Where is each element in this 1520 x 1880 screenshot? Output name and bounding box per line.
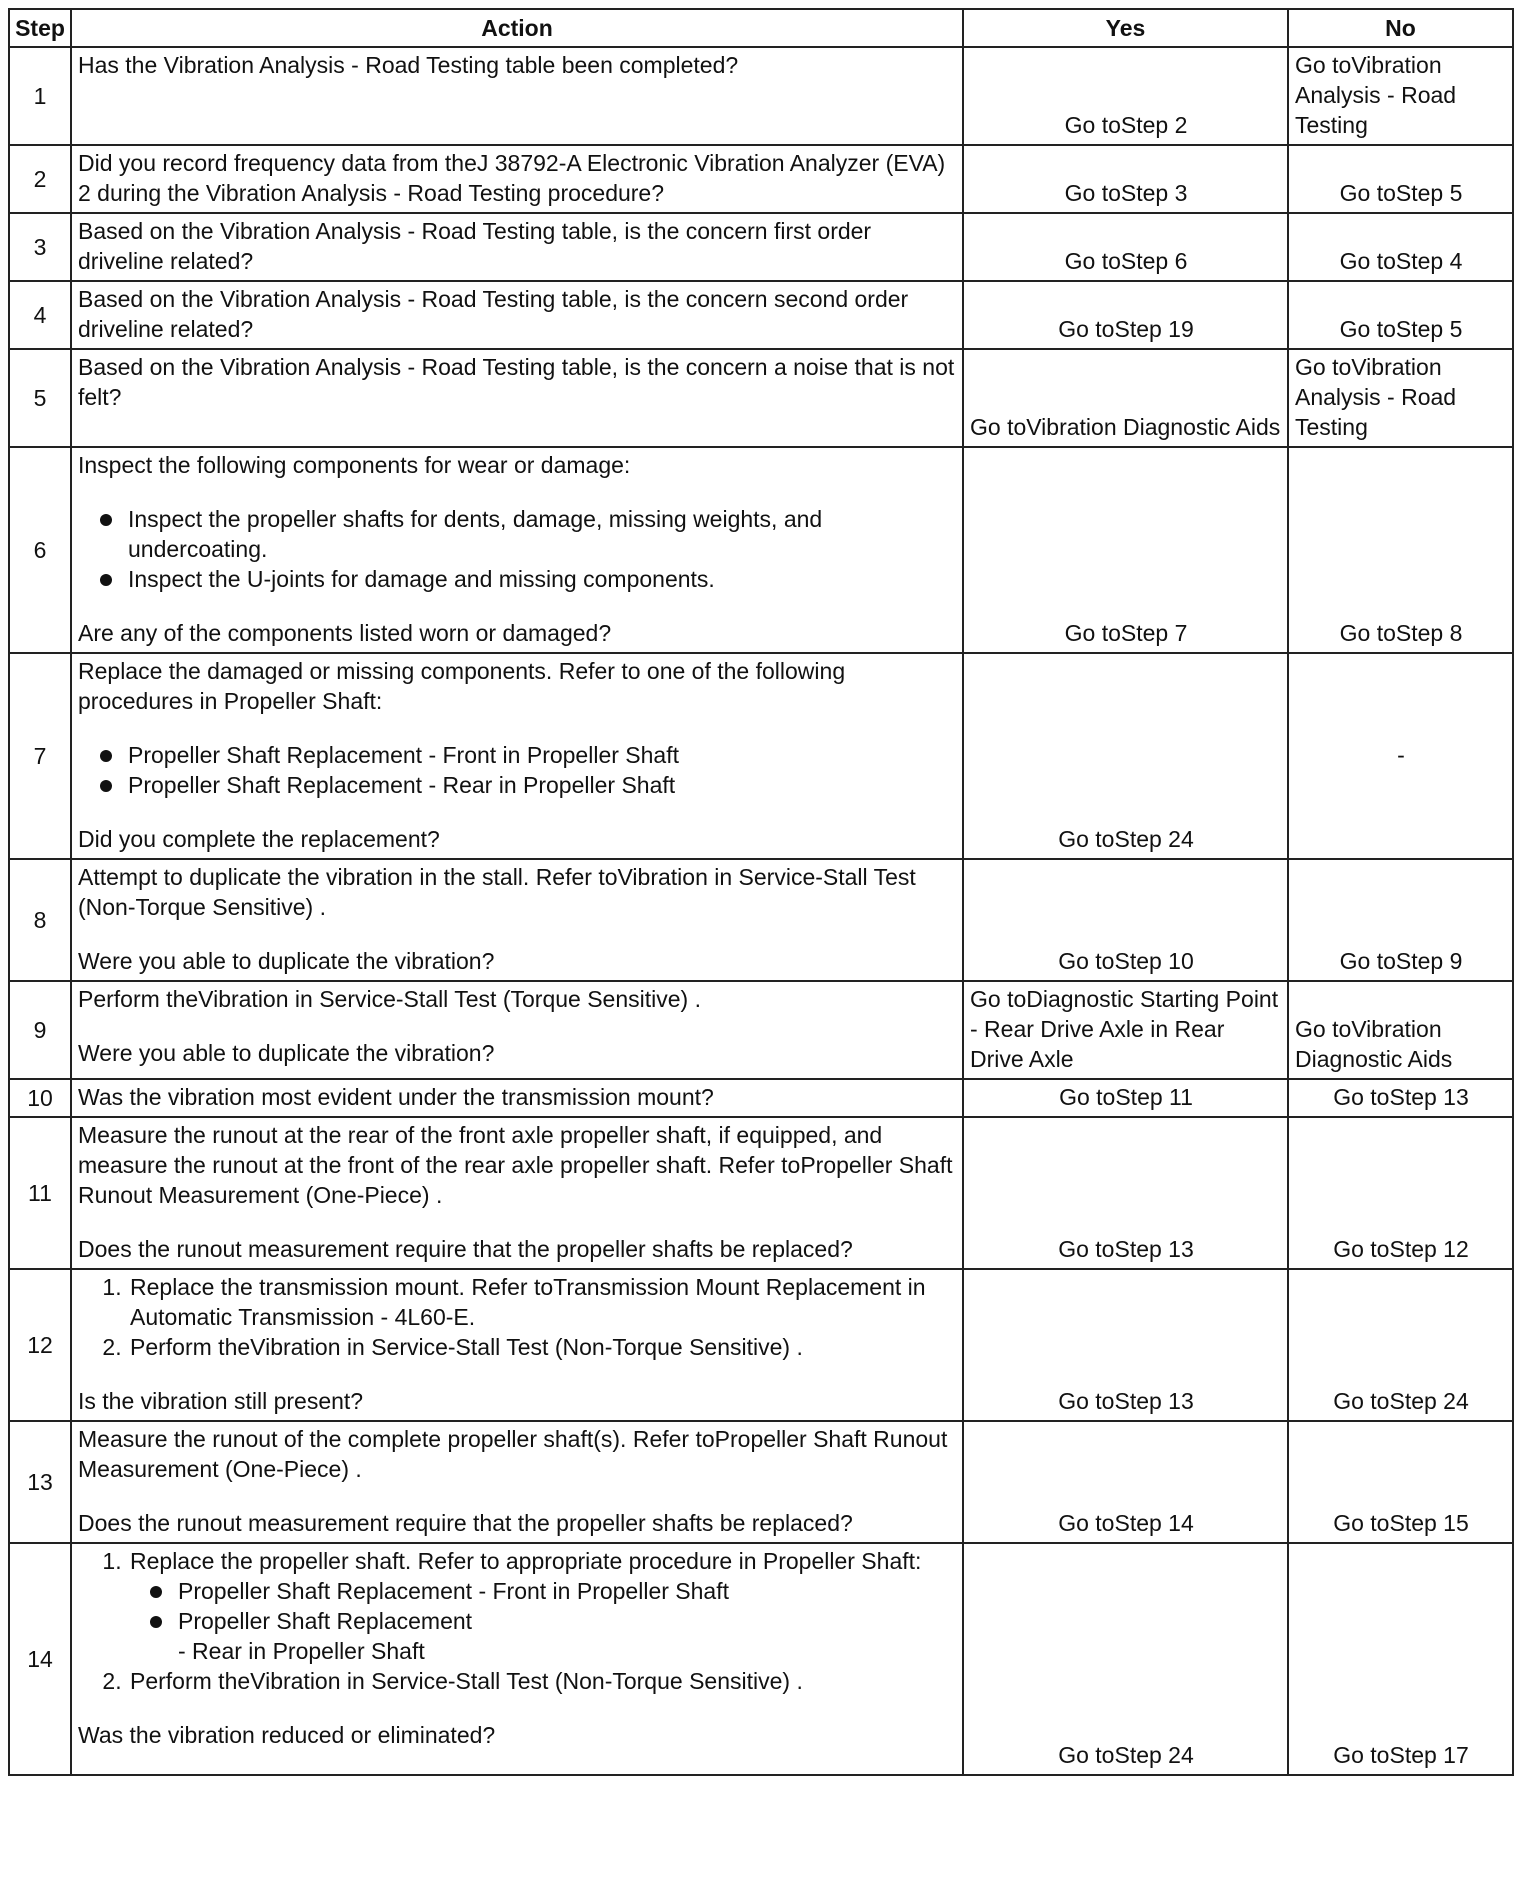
yes-cell: Go toDiagnostic Starting Point - Rear Drive Axle in Rear Drive Axle [963,981,1288,1079]
action-cell [71,1117,963,1269]
action-cell [71,447,963,653]
action-cell [71,1269,963,1421]
header-step: Step [9,9,71,47]
yes-cell: Go toStep 13 [963,1117,1288,1269]
action-question: Were you able to duplicate the vibration? [78,1040,495,1066]
list-item: Propeller Shaft Replacement - Front in Propeller Shaft [100,740,957,770]
action-intro: Replace the damaged or missing components. Refer to one of the following procedures in Propeller Shaft: [78,658,846,714]
table-row [9,859,1513,981]
spacer [78,594,957,618]
table-row [9,1269,1513,1421]
step-number: 6 [9,447,71,653]
yes-cell: Go toStep 10 [963,859,1288,981]
step-number: 5 [9,349,71,447]
yes-cell: Go toStep 6 [963,213,1288,281]
spacer [78,1362,957,1386]
list-item: Propeller Shaft Replacement - Rear in Propeller Shaft [100,770,957,800]
numbered-list [78,1546,957,1696]
action-question: Are any of the components listed worn or damaged? [78,620,612,646]
table-row [9,1079,1513,1117]
step-number: 14 [9,1543,71,1775]
action-intro: Perform theVibration in Service-Stall Test (Torque Sensitive) . [78,986,701,1012]
spacer [78,1484,957,1508]
bullet-list [78,504,957,594]
step-number: 10 [9,1079,71,1117]
yes-cell: Go toStep 11 [963,1079,1288,1117]
spacer [78,1014,957,1038]
table-row [9,1421,1513,1543]
no-cell: Go toVibration Analysis - Road Testing [1288,349,1513,447]
table-row [9,281,1513,349]
header-yes: Yes [963,9,1288,47]
step-number: 2 [9,145,71,213]
action-text: Based on the Vibration Analysis - Road Testing table, is the concern first order driveline related? [71,213,963,281]
step-number: 1 [9,47,71,145]
action-text: Did you record frequency data from theJ 38792-A Electronic Vibration Analyzer (EVA) 2 during the Vibration Analysis - Road Testing procedure? [71,145,963,213]
step-number: 7 [9,653,71,859]
header-row [9,9,1513,47]
list-item-text: Replace the propeller shaft. Refer to appropriate procedure in Propeller Shaft: [130,1548,922,1574]
action-cell [71,1421,963,1543]
no-cell: - [1288,653,1513,859]
action-intro: Measure the runout of the complete propeller shaft(s). Refer toPropeller Shaft Runout Measurement (One-Piece) . [78,1426,948,1482]
action-question: Was the vibration reduced or eliminated? [78,1722,496,1748]
table-row [9,447,1513,653]
yes-cell: Go toStep 7 [963,447,1288,653]
no-cell: Go toStep 12 [1288,1117,1513,1269]
numbered-list [78,1272,957,1362]
header-action: Action [71,9,963,47]
table-row [9,653,1513,859]
table-row [9,1117,1513,1269]
action-intro: Inspect the following components for wear or damage: [78,452,631,478]
table-row [9,145,1513,213]
yes-cell: Go toStep 2 [963,47,1288,145]
yes-cell: Go toStep 13 [963,1269,1288,1421]
step-number: 9 [9,981,71,1079]
no-cell: Go toStep 15 [1288,1421,1513,1543]
yes-cell: Go toStep 24 [963,653,1288,859]
action-text: Based on the Vibration Analysis - Road Testing table, is the concern a noise that is not felt? [71,349,963,447]
step-number: 11 [9,1117,71,1269]
action-intro: Attempt to duplicate the vibration in the stall. Refer toVibration in Service-Stall Test (Non-Torque Sensitive) . [78,864,916,920]
action-text: Based on the Vibration Analysis - Road Testing table, is the concern second order driveline related? [71,281,963,349]
list-item: Inspect the propeller shafts for dents, damage, missing weights, and undercoating. [100,504,957,564]
list-item: Inspect the U-joints for damage and missing components. [100,564,957,594]
no-cell: Go toStep 9 [1288,859,1513,981]
action-text: Has the Vibration Analysis - Road Testing table been completed? [71,47,963,145]
action-cell [71,859,963,981]
yes-cell: Go toStep 3 [963,145,1288,213]
header-no: No [1288,9,1513,47]
no-cell: Go toStep 5 [1288,281,1513,349]
diagnostic-table [8,8,1514,1776]
list-item [128,1546,957,1666]
table-row [9,1543,1513,1775]
action-text: Was the vibration most evident under the transmission mount? [71,1079,963,1117]
table-row [9,349,1513,447]
step-number: 3 [9,213,71,281]
yes-cell: Go toStep 24 [963,1543,1288,1775]
table-row [9,981,1513,1079]
no-cell: Go toStep 24 [1288,1269,1513,1421]
diagnostic-table-sheet [8,8,1512,1776]
bullet-list [78,740,957,800]
sub-bullet-list [130,1576,957,1666]
list-item: Propeller Shaft Replacement - Rear in Propeller Shaft [150,1606,478,1666]
step-number: 8 [9,859,71,981]
list-item: 2. Perform theVibration in Service-Stall Test (Non-Torque Sensitive) . [128,1332,957,1362]
step-number: 4 [9,281,71,349]
yes-cell: Go toStep 14 [963,1421,1288,1543]
table-row [9,47,1513,145]
action-question: Does the runout measurement require that the propeller shafts be replaced? [78,1510,853,1536]
yes-cell: Go toVibration Diagnostic Aids [963,349,1288,447]
table-row [9,213,1513,281]
action-intro: Measure the runout at the rear of the front axle propeller shaft, if equipped, and measure the runout at the front of the rear axle propeller shaft. Refer toPropeller Shaft Runout Measurement (One-Piece) . [78,1122,953,1208]
spacer [78,800,957,824]
no-cell: Go toVibration Diagnostic Aids [1288,981,1513,1079]
action-question: Did you complete the replacement? [78,826,440,852]
no-cell: Go toStep 8 [1288,447,1513,653]
yes-cell: Go toStep 19 [963,281,1288,349]
action-cell [71,653,963,859]
spacer [78,716,957,740]
spacer [78,480,957,504]
list-item: 2. Perform theVibration in Service-Stall Test (Non-Torque Sensitive) . [128,1666,957,1696]
list-item: Propeller Shaft Replacement - Front in Propeller Shaft [150,1576,957,1606]
no-cell: Go toVibration Analysis - Road Testing [1288,47,1513,145]
action-question: Were you able to duplicate the vibration? [78,948,495,974]
action-question: Is the vibration still present? [78,1388,364,1414]
list-item: 1. Replace the transmission mount. Refer toTransmission Mount Replacement in Automatic Transmission - 4L60-E. [128,1272,957,1332]
spacer [78,1210,957,1234]
no-cell: Go toStep 13 [1288,1079,1513,1117]
no-cell: Go toStep 5 [1288,145,1513,213]
action-cell [71,981,963,1079]
no-cell: Go toStep 4 [1288,213,1513,281]
action-cell [71,1543,963,1775]
step-number: 13 [9,1421,71,1543]
action-question: Does the runout measurement require that the propeller shafts be replaced? [78,1236,853,1262]
no-cell: Go toStep 17 [1288,1543,1513,1775]
spacer [78,1696,957,1720]
spacer [78,922,957,946]
step-number: 12 [9,1269,71,1421]
